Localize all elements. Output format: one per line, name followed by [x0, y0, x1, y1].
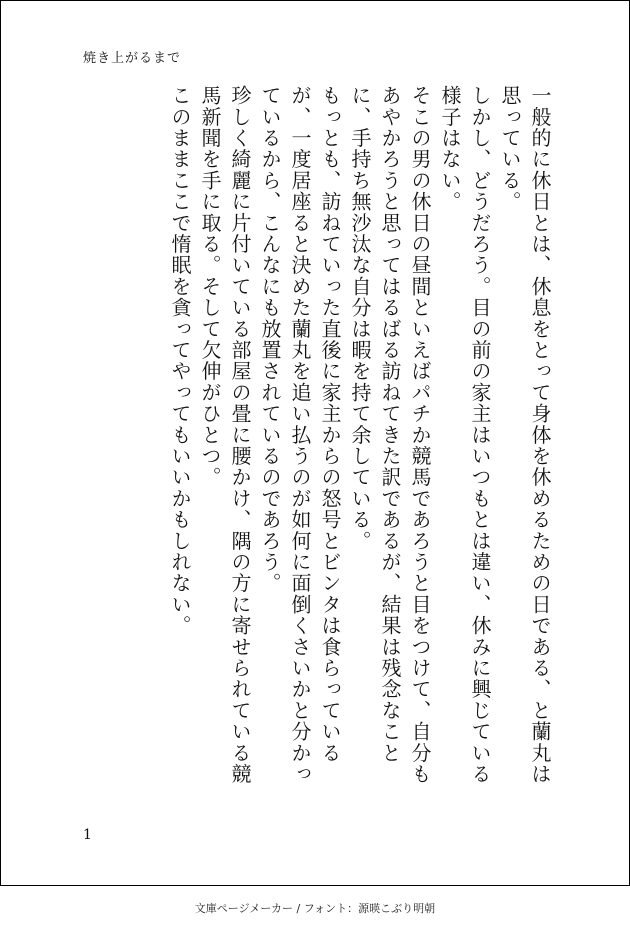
paragraph: そこの男の休日の昼間といえばパチか競馬であろうと目をつけて、自分もあやかろうと思ってはるばる訪ねてきた訳であるが、結果は残念なことに、手持ち無沙汰な自分は暇を持て余している。	[348, 85, 432, 785]
footer-credit: 文庫ページメーカー / フォント：源暎こぶり明朝	[194, 902, 436, 915]
paragraph: しかし、どうだろう。目の前の家主はいつもとは違い、休みに興じている様子はない。	[438, 85, 492, 785]
running-title: 焼き上がるまで	[83, 51, 182, 66]
paragraph: もっとも、訪ねていった直後に家主からの怒号とビンタは食らっているが、一度居座ると決めた蘭丸を追い払うのが如何に面倒くさいかと分かっているから、こんなにも放置されているのであろう。	[258, 85, 342, 785]
page-number: 1	[83, 827, 92, 843]
paragraph: 一般的に休日とは、休息をとって身体を休めるための日である、と蘭丸は思っている。	[498, 85, 552, 785]
vertical-body-text	[75, 85, 555, 790]
paragraph: 珍しく綺麗に片付いている部屋の畳に腰かけ、隅の方に寄せられている競馬新聞を手に取る。そして欠伸がひとつ。	[198, 85, 252, 785]
paragraph: このままここで惰眠を貪ってやってもいいかもしれない。	[168, 85, 192, 637]
